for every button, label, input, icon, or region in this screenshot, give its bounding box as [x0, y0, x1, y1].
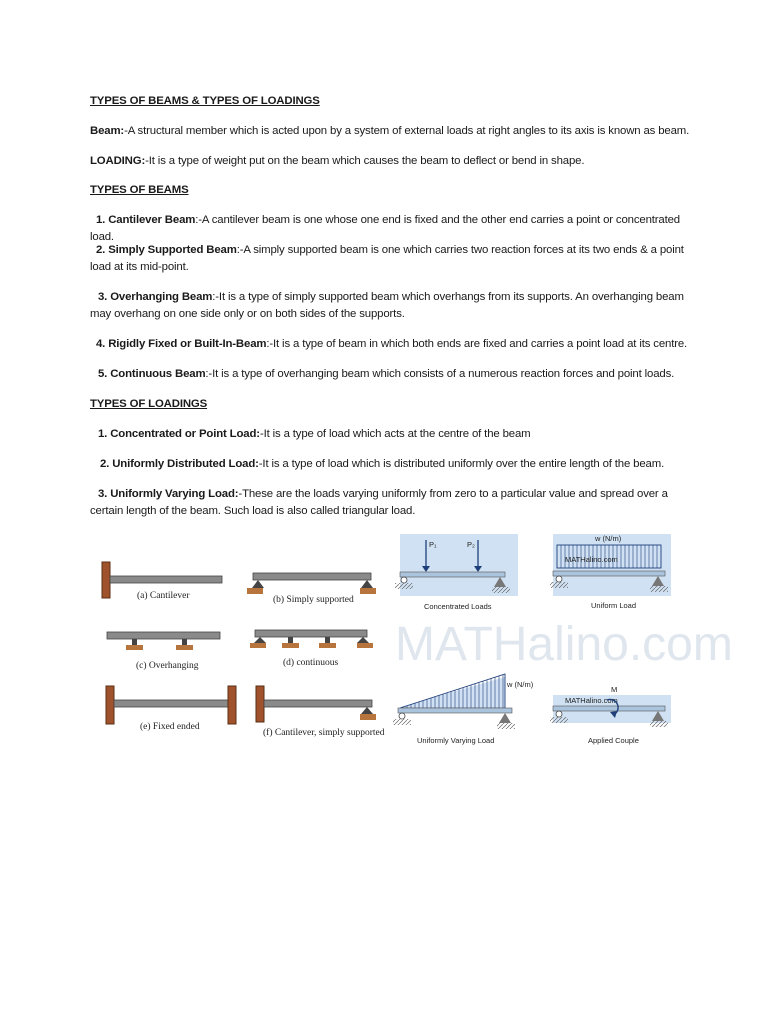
- beam-type-term: 4. Rigidly Fixed or Built-In-Beam: [96, 338, 267, 350]
- caption-fixed-ended: (e) Fixed ended: [140, 722, 200, 732]
- loading-definition: [90, 153, 690, 170]
- beam-definition-text: -A structural member which is acted upon by a system of external loads at right angles to its axis is known as beam.: [124, 125, 690, 137]
- loading-type-item: [90, 426, 690, 443]
- beam-type-text: :-It is a type of beam in which both ends are fixed and carries a point load at its centre.: [266, 338, 688, 350]
- beam-type-item: [90, 366, 690, 383]
- loading-definition-text: -It is a type of weight put on the beam which causes the beam to deflect or bend in shape.: [145, 155, 585, 167]
- overhanging-diagram: [107, 632, 220, 671]
- applied-couple-diagram: [550, 685, 671, 745]
- caption-uniformly-varying-load: Uniformly Varying Load: [417, 736, 495, 745]
- label-p1: P₁: [429, 540, 437, 549]
- small-watermark-couple: MATHalino.com: [565, 696, 618, 705]
- watermark-text: MATHalino.com: [395, 618, 733, 671]
- beam-type-item: [90, 336, 690, 353]
- types-of-loadings-heading: TYPES OF LOADINGS: [90, 398, 208, 410]
- beam-type-text: :-It is a type of simply supported beam which overhangs from its supports. An overhanging beam may overhang on one side only or on both sides of the supports.: [90, 291, 684, 320]
- loading-type-term: 2. Uniformly Distributed Load:: [100, 458, 259, 470]
- caption-applied-couple: Applied Couple: [588, 736, 639, 745]
- beam-type-item: [90, 289, 685, 323]
- types-of-beams-heading: TYPES OF BEAMS: [90, 184, 189, 196]
- beam-type-text: :-It is a type of overhanging beam which consists of a numerous reaction forces and point loads.: [205, 368, 675, 380]
- caption-concentrated-loads: Concentrated Loads: [424, 602, 492, 611]
- beam-type-text: :-A cantilever beam is one whose one end is fixed and the other end carries a point or concentrated load.: [90, 214, 680, 243]
- beam-type-text: :-A simply supported beam is one which carries two reaction forces at its two ends & a point load at its mid-point.: [90, 244, 684, 273]
- simply-supported-diagram: [247, 573, 376, 605]
- loading-type-text: -It is a type of load which acts at the centre of the beam: [259, 428, 531, 440]
- beam-type-term: 2. Simply Supported Beam: [96, 244, 237, 256]
- loading-type-term: 3. Uniformly Varying Load:: [98, 488, 239, 500]
- caption-simply-supported: (b) Simply supported: [273, 595, 354, 605]
- fixed-ended-diagram: [106, 686, 236, 732]
- label-p2: P₂: [467, 540, 475, 549]
- loading-type-term: 1. Concentrated or Point Load:: [98, 428, 260, 440]
- caption-overhanging: (c) Overhanging: [136, 661, 199, 671]
- uniformly-varying-load-diagram: [393, 674, 534, 745]
- concentrated-loads-diagram: [395, 534, 518, 611]
- uniform-load-diagram: [550, 534, 671, 610]
- loading-type-item: [90, 486, 685, 520]
- beam-type-term: 3. Overhanging Beam: [98, 291, 213, 303]
- beam-types-figure: [95, 532, 733, 752]
- small-watermark: MATHalino.com: [565, 555, 618, 564]
- beam-type-term: 5. Continuous Beam: [98, 368, 206, 380]
- continuous-diagram: [250, 630, 373, 668]
- loading-type-item: [90, 456, 690, 473]
- caption-uniform-load: Uniform Load: [591, 601, 637, 610]
- loading-type-text: -These are the loads varying uniformly from zero to a particular value and spread over a certain length of the beam. Such load is also called triangular load.: [90, 488, 668, 517]
- label-w-varying: w (N/m): [507, 680, 534, 689]
- label-moment: M: [611, 685, 618, 694]
- caption-cantilever: (a) Cantilever: [137, 591, 190, 601]
- caption-continuous: (d) continuous: [283, 658, 339, 668]
- page-title: TYPES OF BEAMS & TYPES OF LOADINGS: [90, 95, 320, 107]
- cantilever-simply-supported-diagram: [256, 686, 385, 738]
- loading-type-text: -It is a type of load which is distributed uniformly over the entire length of the beam.: [258, 458, 665, 470]
- caption-cantilever-simply-supported: (f) Cantilever, simply supported: [263, 728, 385, 738]
- beam-term: Beam:: [90, 125, 125, 137]
- label-w-uniform: w (N/m): [595, 534, 622, 543]
- cantilever-diagram: [102, 562, 222, 601]
- loading-term: LOADING:: [90, 155, 146, 167]
- beam-type-item: [90, 242, 685, 276]
- beam-definition: [90, 123, 690, 140]
- beam-type-term: 1. Cantilever Beam: [96, 214, 196, 226]
- beam-type-item: [90, 212, 690, 246]
